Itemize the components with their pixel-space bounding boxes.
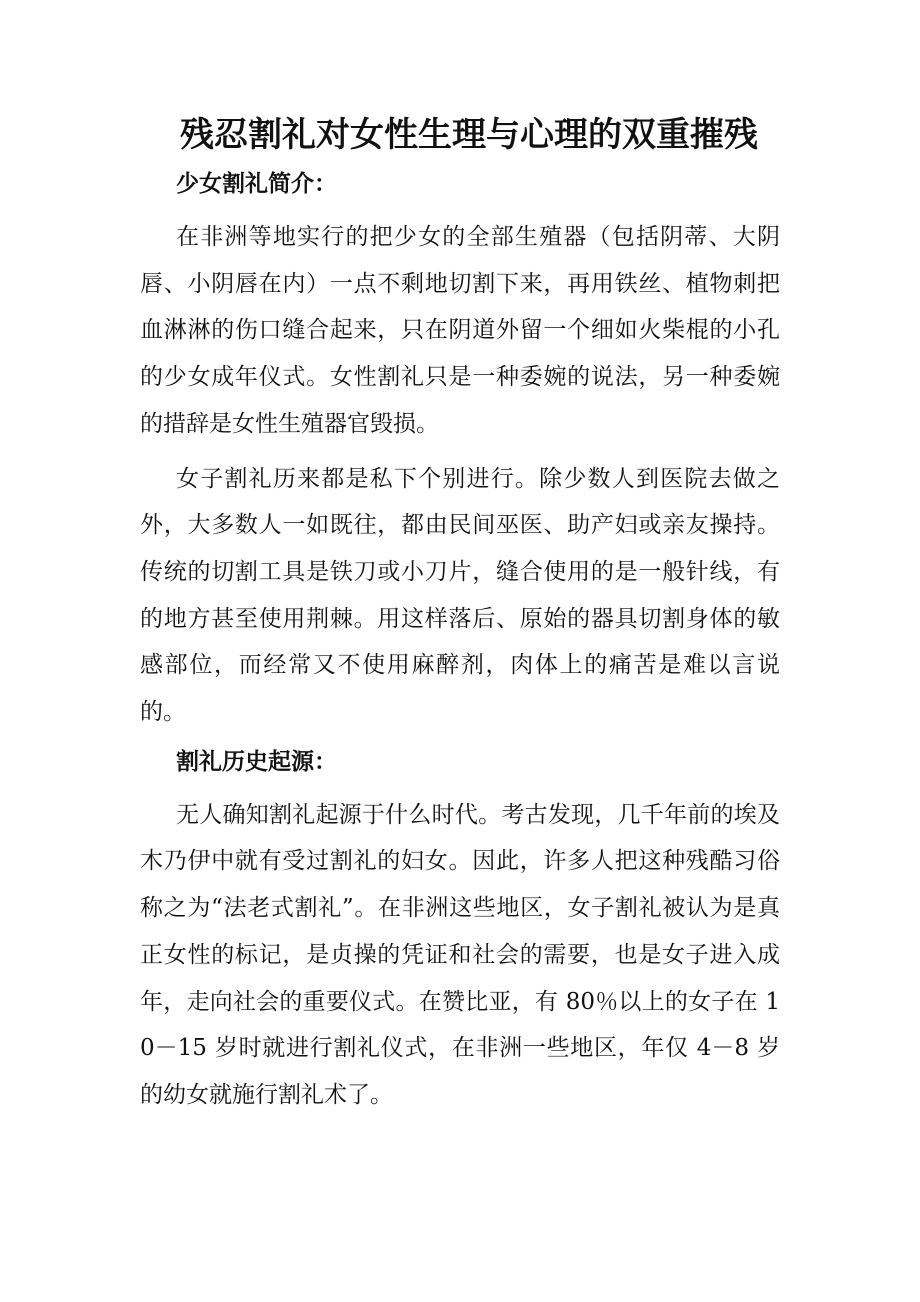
paragraph: 女子割礼历来都是私下个别进行。除少数人到医院去做之外，大多数人一如既往，都由民间巫医、助产妇或亲友操持。传统的切割工具是铁刀或小刀片，缝合使用的是一般针线，有的地方甚至使用荆棘。用这样落后、原始的器具切割身体的敏感部位，而经常又不使用麻醉剂，肉体上的痛苦是难以言说的。 bbox=[140, 465, 780, 726]
document-title: 残忍割礼对女性生理与心理的双重摧残 bbox=[180, 115, 758, 155]
paragraph: 无人确知割礼起源于什么时代。考古发现，几千年前的埃及木乃伊中就有受过割礼的妇女。因此，许多人把这种残酷习俗称之为“法老式割礼”。在非洲这些地区，女子割礼被认为是真正女性的标记，是贞操的凭证和社会的需要，也是女子进入成年，走向社会的重要仪式。在赞比亚，有 80％以上的女子在 10－15 岁时就进行割礼仪式，在非洲一些地区，年仅 4－8 岁的幼女就施行割礼术了。 bbox=[140, 801, 780, 1108]
section-heading: 割礼历史起源： bbox=[176, 747, 337, 775]
section-intro bbox=[140, 164, 780, 736]
paragraph: 在非洲等地实行的把少女的全部生殖器（包括阴蒂、大阴唇、小阴唇在内）一点不剩地切割下来，再用铁丝、植物刺把血淋淋的伤口缝合起来，只在阴道外留一个细如火柴棍的小孔的少女成年仪式。女性割礼只是一种委婉的说法，另一种委婉的措辞是女性生殖器官毁损。 bbox=[140, 224, 780, 437]
section-history bbox=[140, 742, 780, 1119]
section-heading: 少女割礼简介： bbox=[176, 170, 337, 197]
document-page bbox=[140, 112, 780, 1119]
